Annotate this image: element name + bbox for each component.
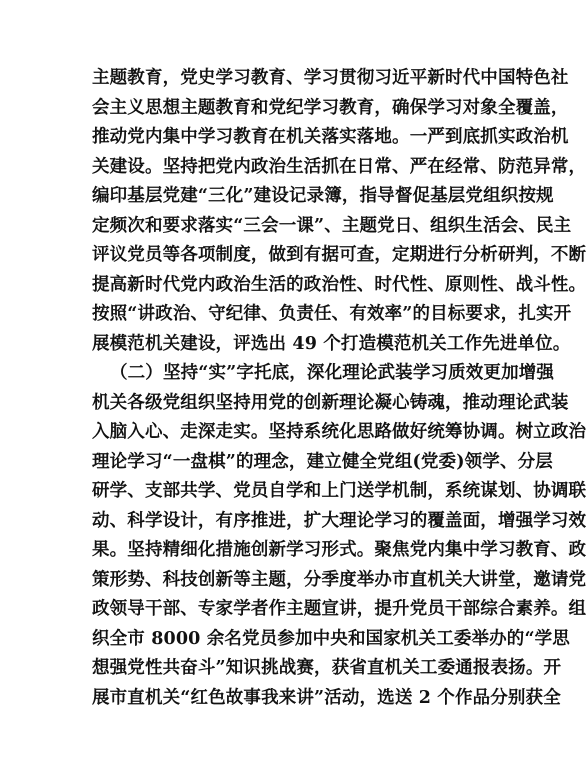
text-line: 按照“讲政治、守纪律、负责任、有效率”的目标要求，扎实开 — [92, 304, 572, 324]
text-line: 织全市 8000 余名党员参加中央和国家机关工委举办的“学思 — [92, 628, 570, 649]
section-heading-line: （二）坚持“实”字托底，深化理论武装学习质效更加增强 — [110, 363, 555, 383]
text-line: 策形势、科技创新等主题，分季度举办市直机关大讲堂，邀请党 — [92, 569, 586, 590]
text-line: 想强党性共奋斗”知识挑战赛，获省直机关工委通报表扬。开 — [92, 658, 562, 678]
text-line: 关建设。坚持把党内政治生活抓在日常、严在经常、防范异常， — [92, 156, 586, 177]
text-line: 编印基层党建“三化”建设记录簿，指导督促基层党组织按规 — [92, 186, 554, 206]
text-line: 研学、支部共学、党员自学和上门送学机制，系统谋划、协调联 — [92, 481, 586, 501]
text-line: 定频次和要求落实“三会一课”、主题党日、组织生活会、民主 — [92, 215, 572, 236]
text-line: 机关各级党组织坚持用党的创新理论凝心铸魂，推动理论武装 — [92, 392, 569, 413]
text-line: 提高新时代党内政治生活的政治性、时代性、原则性、战斗性。 — [92, 274, 586, 295]
text-line: 评议党员等各项制度，做到有据可查，定期进行分析研判，不断 — [92, 245, 586, 265]
text-line: 动、科学设计，有序推进，扩大理论学习的覆盖面，增强学习效 — [92, 510, 586, 531]
text-line: 推动党内集中学习教育在机关落实落地。一严到底抓实政治机 — [92, 127, 569, 147]
text-line: 政领导干部、专家学者作主题宣讲，提升党员干部综合素养。组 — [92, 599, 586, 619]
text-line: 入脑入心、走深走实。坚持系统化思路做好统筹协调。树立政治 — [92, 422, 586, 442]
text-line: 主题教育，党史学习教育、学习贯彻习近平新时代中国特色社 — [92, 68, 569, 88]
text-line: 会主义思想主题教育和党纪学习教育，确保学习对象全覆盖， — [92, 97, 569, 118]
text-line: 展模范机关建设，评选出 49 个打造模范机关工作先进单位。 — [92, 333, 571, 354]
text-line: 展市直机关“红色故事我来讲”活动，选送 2 个作品分别获全 — [92, 687, 561, 708]
text-line: 理论学习“一盘棋”的理念，建立健全党组(党委)领学、分层 — [92, 451, 553, 472]
text-line: 果。坚持精细化措施创新学习形式。聚焦党内集中学习教育、政 — [92, 540, 586, 560]
body-text — [92, 64, 586, 713]
